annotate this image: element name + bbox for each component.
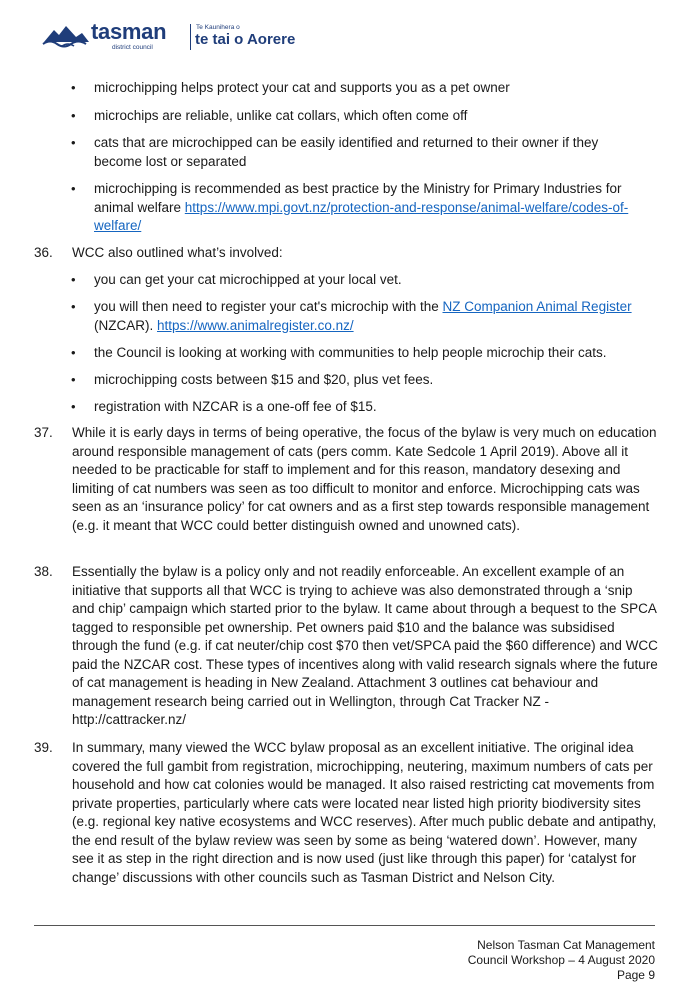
page-number: Page 9 <box>616 968 655 982</box>
bullet-dot: • <box>71 272 76 287</box>
bullet-dot: • <box>71 181 76 196</box>
bullet-dot: • <box>71 299 76 314</box>
bullet-dot: • <box>71 135 76 150</box>
paragraph-37: While it is early days in terms of being operative, the focus of the bylaw is very much on education around responsible management of cats (pers comm. Kate Sedcole 1 April 2019). Above all it needed to be practicable for staff to implement and for this reason, mandatory desexing and limiting of cat numbers was seen as too difficult to monitor and enforce. Microchipping cats was seen as an ‘insurance policy’ for cat owners and as a first step towards responsible management (e.g. it meant that WCC could better distinguish owned and unowned cats). <box>72 425 657 533</box>
paragraph-number: 39. <box>34 740 53 755</box>
paragraph-36: WCC also outlined what’s involved: <box>72 245 283 260</box>
paragraph-number: 37. <box>34 425 53 440</box>
nzcar-link[interactable]: NZ Companion Animal Register <box>442 299 632 314</box>
logo-maori-small: Te Kaunihera o <box>196 24 240 31</box>
animalregister-link[interactable]: https://www.animalregister.co.nz/ <box>157 317 354 333</box>
bullet-item: the Council is looking at working with communities to help people microchip their cats. <box>94 345 607 360</box>
logo-divider <box>190 24 191 50</box>
paragraph-38: Essentially the bylaw is a policy only and not readily enforceable. An excellent example of an initiative that supports all that WCC is trying to achieve was also demonstrated through a ‘snip and chip’ campaign which started prior to the bylaw. It came about through a bequest to the SPCA tagged to responsible pet ownership. Pet owners paid $10 and the balance was subsidised through the fund (e.g. if cat neuter/chip cost $70 then vet/SPCA paid the $60 difference) and WCC paid the NZCAR cost. These types of incentives along with valid research signals where the future of cat management is heading in New Zealand. Attachment 3 outlines cat behaviour and management research being carried out in Wellington, through Cat Tracker NZ - http://cattracker.nz/ <box>72 564 658 727</box>
bullet-dot: • <box>71 108 76 123</box>
logo-wordmark: tasman <box>91 19 167 44</box>
footer-title: Nelson Tasman Cat Management <box>477 938 655 952</box>
bullet-text: microchipping is recommended as best practice by the Ministry for Primary Industries for animal welfare <box>94 181 622 215</box>
bullet-item: microchipping costs between $15 and $20, plus vet fees. <box>94 372 434 387</box>
logo-maori-name: te tai o Aorere <box>195 31 296 48</box>
bullet-text: you will then need to register your cat's microchip with the <box>94 299 443 314</box>
mountain-wave-logo-icon <box>42 24 90 48</box>
paragraph-number: 38. <box>34 564 53 579</box>
bullet-dot: • <box>71 372 76 387</box>
bullet-dot: • <box>71 399 76 414</box>
bullet-item: cats that are microchipped can be easily identified and returned to their owner if they become lost or separated <box>94 135 599 169</box>
bullet-dot: • <box>71 345 76 360</box>
paragraph-39: In summary, many viewed the WCC bylaw proposal as an excellent initiative. The original idea covered the full gambit from registration, microchipping, neutering, maximum numbers of cats per household and how cat colonies would be managed. It also raised restricting cat movements from private properties, particularly where cats were located near listed high priority biodiversity sites (e.g. regional key native ecosystems and WCC reserves). After much public debate and antipathy, the end result of the bylaw review was seen by some as being ‘watered down’. However, many see it as step in the right direction and is now used (just like through this paper) for ‘catalyst for change’ discussions with other councils such as Tasman District and Nelson City. <box>72 740 657 885</box>
bullet-item: microchips are reliable, unlike cat collars, which often come off <box>94 108 468 123</box>
page-footer <box>468 938 655 983</box>
paragraph-number: 36. <box>34 245 53 260</box>
footer-divider <box>34 925 655 926</box>
council-logo <box>42 20 302 60</box>
bullet-item-register <box>94 298 634 335</box>
bullet-item-mpi <box>94 180 634 236</box>
bullet-item: microchipping helps protect your cat and supports you as a pet owner <box>94 80 510 95</box>
bullet-dot: • <box>71 80 76 95</box>
bullet-text: (NZCAR). <box>94 317 157 333</box>
mpi-link[interactable]: https://www.mpi.govt.nz/protection-and-response/animal-welfare/codes-of-welfare/ <box>94 199 629 233</box>
logo-subtitle: district council <box>112 44 153 51</box>
bullet-item: you can get your cat microchipped at your local vet. <box>94 272 402 287</box>
bullet-item: registration with NZCAR is a one-off fee of $15. <box>94 399 377 414</box>
footer-meeting: Council Workshop – 4 August 2020 <box>467 953 655 967</box>
